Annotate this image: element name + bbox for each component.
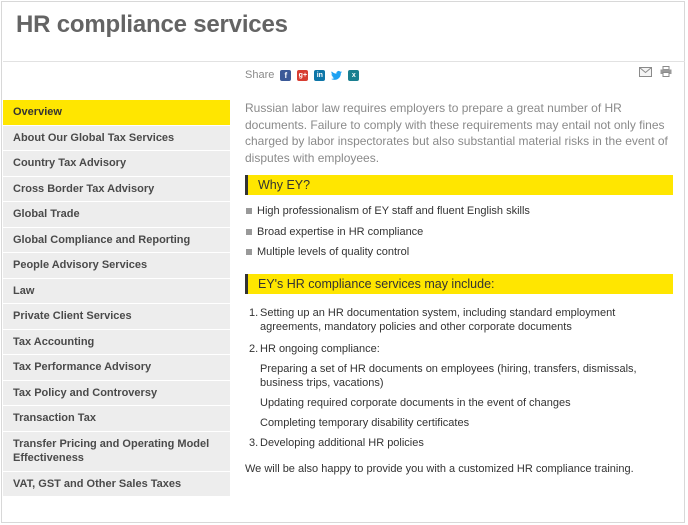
list-number: 2. [249, 342, 259, 355]
service-text: Developing additional HR policies [260, 436, 424, 449]
service-text: HR ongoing compliance: [260, 342, 380, 355]
email-icon[interactable] [639, 67, 652, 77]
sidebar-item-global-trade[interactable]: Global Trade [3, 202, 230, 228]
sidebar-item-country-tax-advisory[interactable]: Country Tax Advisory [3, 151, 230, 177]
linkedin-icon[interactable]: in [314, 70, 325, 81]
sidebar-item-overview[interactable]: Overview [3, 100, 230, 126]
sidebar-item-transaction-tax[interactable]: Transaction Tax [3, 406, 230, 432]
share-label: Share [245, 69, 275, 81]
sub-item: Preparing a set of HR documents on employees (hiring, transfers, dismissals, business trips, vacations) [260, 362, 637, 389]
sub-item: Completing temporary disability certificates [260, 416, 470, 429]
sidebar-item-global-compliance[interactable]: Global Compliance and Reporting [3, 228, 230, 254]
closing-paragraph: We will be also happy to provide you with a customized HR compliance training. [245, 462, 634, 475]
services-list-cont [245, 436, 673, 450]
facebook-icon[interactable]: f [280, 70, 291, 81]
sidebar-item-people-advisory[interactable]: People Advisory Services [3, 253, 230, 279]
list-item [245, 306, 673, 334]
intro-paragraph: Russian labor law requires employers to prepare a great number of HR documents. Failure to comply with these requirements may entail not only fines charged by labor inspectorates but also substantial material risks in the event of disputes with employees. [245, 101, 668, 165]
share-bar [245, 66, 365, 84]
sidebar-item-tax-performance[interactable]: Tax Performance Advisory [3, 355, 230, 381]
sidebar-item-about-global-tax[interactable]: About Our Global Tax Services [3, 126, 230, 152]
list-item [245, 201, 673, 222]
why-ey-list [245, 201, 673, 263]
sidebar-item-law[interactable]: Law [3, 279, 230, 305]
sidebar-item-tax-policy[interactable]: Tax Policy and Controversy [3, 381, 230, 407]
list-item [245, 242, 673, 263]
page-title: HR compliance services [16, 11, 288, 38]
services-list [245, 306, 673, 356]
why-item-text: Multiple levels of quality control [257, 246, 410, 258]
sub-item: Updating required corporate documents in the event of changes [260, 396, 571, 409]
why-item-text: Broad expertise in HR compliance [257, 225, 424, 238]
list-number: 3. [249, 436, 259, 449]
sidebar-item-tax-accounting[interactable]: Tax Accounting [3, 330, 230, 356]
service-text: Setting up an HR documentation system, including standard employment agreements, mandatory policies and other corporate documents [260, 306, 616, 333]
xing-icon[interactable]: x [348, 70, 359, 81]
sidebar-item-cross-border-tax[interactable]: Cross Border Tax Advisory [3, 177, 230, 203]
page-tools [631, 66, 672, 77]
google-plus-icon[interactable]: g+ [298, 71, 308, 79]
why-ey-heading: Why EY? [245, 175, 673, 195]
sidebar-item-vat-gst[interactable]: VAT, GST and Other Sales Taxes [3, 472, 230, 498]
services-heading: EY's HR compliance services may include: [245, 274, 673, 294]
bullet-icon [246, 208, 252, 214]
list-item [245, 436, 673, 450]
list-item [245, 222, 673, 243]
bullet-icon [246, 229, 252, 235]
sidebar-item-private-client[interactable]: Private Client Services [3, 304, 230, 330]
list-number: 1. [249, 306, 259, 319]
title-divider [3, 61, 685, 62]
sidebar-nav [3, 100, 230, 497]
main-content [245, 100, 673, 476]
bullet-icon [246, 249, 252, 255]
print-icon[interactable] [660, 66, 672, 77]
sidebar-item-transfer-pricing[interactable]: Transfer Pricing and Operating Model Effectiveness [3, 432, 230, 472]
list-item [245, 342, 673, 356]
twitter-icon[interactable] [331, 70, 342, 81]
why-item-text: High professionalism of EY staff and fluent English skills [257, 205, 530, 217]
